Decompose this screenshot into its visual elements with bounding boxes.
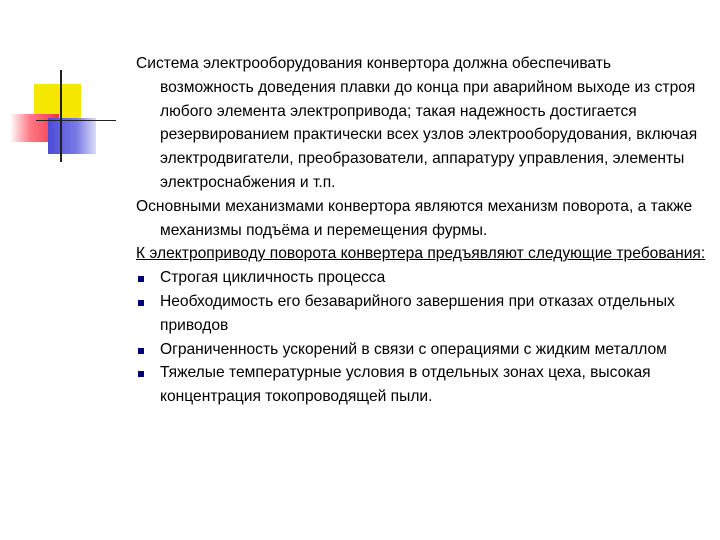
square-bullet-icon bbox=[138, 276, 144, 282]
square-bullet-icon bbox=[138, 300, 144, 306]
decor-blue-square bbox=[48, 118, 96, 154]
list-item bbox=[136, 290, 706, 338]
paragraph-mechanisms: Основными механизмами конвертора являются механизм поворота, а также механизмы подъёма и перемещения фурмы. bbox=[136, 197, 693, 239]
square-bullet-icon bbox=[138, 348, 144, 354]
list-item-text: Необходимость его безаварийного завершения при отказах отдельных приводов bbox=[160, 292, 675, 334]
list-item bbox=[136, 338, 706, 362]
slide-body bbox=[136, 52, 706, 409]
square-bullet-icon bbox=[138, 371, 144, 377]
list-item-text: Ограниченность ускорений в связи с операциями с жидким металлом bbox=[160, 340, 667, 358]
decor-vertical-line bbox=[60, 70, 62, 162]
requirements-heading: К электроприводу поворота конвертера предъявляют следующие требования: bbox=[136, 245, 706, 263]
paragraph-reliability: Система электрооборудования конвертора должна обеспечивать возможность доведения плавки до конца при аварийном выходе из строя любого элемента электропривода; такая надежность достигается резервированием практически всех узлов электрооборудования, включая электродвигатели, преобразователи, аппаратуру управления, элементы электроснабжения и т.п. bbox=[136, 55, 698, 191]
list-item-text: Строгая цикличность процесса bbox=[160, 269, 386, 287]
requirements-list bbox=[136, 266, 706, 409]
decor-horizontal-line bbox=[36, 120, 116, 121]
list-item bbox=[136, 361, 706, 409]
list-item bbox=[136, 266, 706, 290]
list-item-text: Тяжелые температурные условия в отдельных зонах цеха, высокая концентрация токопроводящей пыли. bbox=[160, 364, 651, 406]
